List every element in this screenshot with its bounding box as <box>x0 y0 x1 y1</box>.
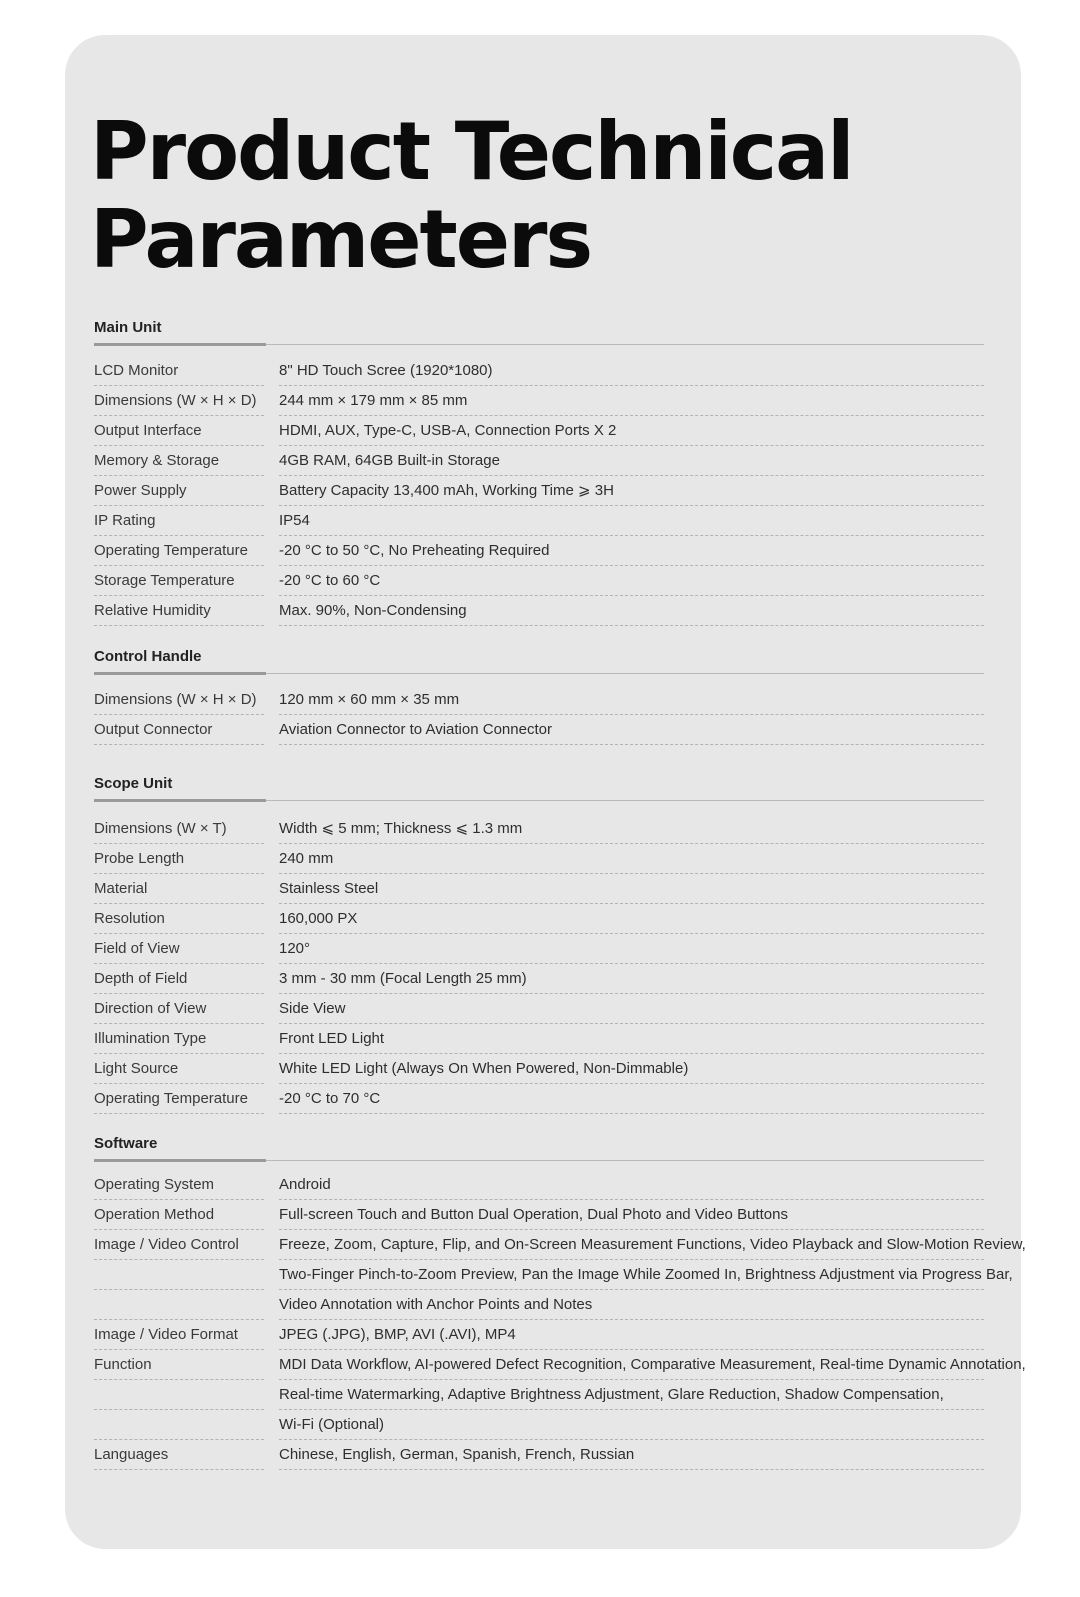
spec-label: Power Supply <box>94 476 264 506</box>
spec-label: Illumination Type <box>94 1024 264 1054</box>
spec-value: 240 mm <box>279 844 984 874</box>
spec-label <box>94 1380 264 1410</box>
spec-value: Real-time Watermarking, Adaptive Brightness Adjustment, Glare Reduction, Shadow Compensation, <box>279 1380 984 1410</box>
spec-list-control-handle <box>94 685 984 745</box>
spec-row <box>94 1200 984 1230</box>
spec-label: Field of View <box>94 934 264 964</box>
spec-row <box>94 446 984 476</box>
spec-row <box>94 596 984 626</box>
spec-row <box>94 1024 984 1054</box>
spec-row <box>94 874 984 904</box>
spec-list-main-unit <box>94 356 984 626</box>
spec-value: -20 °C to 70 °C <box>279 1084 984 1114</box>
section-header-software <box>94 1134 984 1161</box>
spec-value: 120° <box>279 934 984 964</box>
spec-label: Operating Temperature <box>94 1084 264 1114</box>
spec-label: Output Connector <box>94 715 264 745</box>
spec-value: Front LED Light <box>279 1024 984 1054</box>
spec-label: Dimensions (W × H × D) <box>94 386 264 416</box>
spec-value: Aviation Connector to Aviation Connector <box>279 715 984 745</box>
spec-label: Output Interface <box>94 416 264 446</box>
spec-row <box>94 416 984 446</box>
spec-row <box>94 386 984 416</box>
section-underline <box>94 672 266 675</box>
spec-label: Function <box>94 1350 264 1380</box>
spec-row <box>94 1290 984 1320</box>
spec-value: Width ⩽ 5 mm; Thickness ⩽ 1.3 mm <box>279 814 984 844</box>
section-header-control-handle <box>94 647 984 674</box>
title-line-1: Product Technical <box>90 105 853 198</box>
spec-label: Operating Temperature <box>94 536 264 566</box>
spec-row <box>94 904 984 934</box>
spec-value: IP54 <box>279 506 984 536</box>
spec-row <box>94 1230 1026 1260</box>
spec-label: Probe Length <box>94 844 264 874</box>
section-header-scope-unit <box>94 774 984 801</box>
spec-row <box>94 1260 1013 1290</box>
spec-row <box>94 715 984 745</box>
spec-value: Two-Finger Pinch-to-Zoom Preview, Pan the Image While Zoomed In, Brightness Adjustment via Progress Bar, <box>279 1260 984 1290</box>
spec-row <box>94 814 984 844</box>
section-title: Main Unit <box>94 319 162 336</box>
spec-label: LCD Monitor <box>94 356 264 386</box>
spec-label: Dimensions (W × H × D) <box>94 685 264 715</box>
spec-value: 244 mm × 179 mm × 85 mm <box>279 386 984 416</box>
spec-value: White LED Light (Always On When Powered, Non-Dimmable) <box>279 1054 984 1084</box>
spec-value: Battery Capacity 13,400 mAh, Working Time ⩾ 3H <box>279 476 984 506</box>
spec-label: Direction of View <box>94 994 264 1024</box>
spec-value: JPEG (.JPG), BMP, AVI (.AVI), MP4 <box>279 1320 984 1350</box>
section-title: Software <box>94 1135 158 1152</box>
spec-row <box>94 844 984 874</box>
section-title: Control Handle <box>94 648 202 665</box>
spec-row <box>94 934 984 964</box>
spec-label <box>94 1290 264 1320</box>
spec-row <box>94 1054 984 1084</box>
spec-label: Operation Method <box>94 1200 264 1230</box>
spec-value: Freeze, Zoom, Capture, Flip, and On-Screen Measurement Functions, Video Playback and Slow-Motion Review, <box>279 1230 984 1260</box>
spec-value: Side View <box>279 994 984 1024</box>
spec-list-software <box>94 1170 1026 1470</box>
spec-row <box>94 1170 984 1200</box>
spec-label: Light Source <box>94 1054 264 1084</box>
section-underline <box>94 1159 266 1162</box>
title-line-2: Parameters <box>90 193 592 286</box>
spec-row <box>94 964 984 994</box>
spec-row <box>94 1084 984 1114</box>
spec-value: -20 °C to 50 °C, No Preheating Required <box>279 536 984 566</box>
spec-value: Wi-Fi (Optional) <box>279 1410 984 1440</box>
spec-label: Image / Video Format <box>94 1320 264 1350</box>
section-title: Scope Unit <box>94 775 173 792</box>
spec-label: Storage Temperature <box>94 566 264 596</box>
spec-value: 8" HD Touch Scree (1920*1080) <box>279 356 984 386</box>
spec-row <box>94 1410 984 1440</box>
spec-value: 4GB RAM, 64GB Built-in Storage <box>279 446 984 476</box>
spec-value: 120 mm × 60 mm × 35 mm <box>279 685 984 715</box>
spec-value: 160,000 PX <box>279 904 984 934</box>
spec-value: Chinese, English, German, Spanish, French, Russian <box>279 1440 984 1470</box>
spec-row <box>94 1380 984 1410</box>
spec-label: Memory & Storage <box>94 446 264 476</box>
spec-value: 3 mm - 30 mm (Focal Length 25 mm) <box>279 964 984 994</box>
spec-label: Resolution <box>94 904 264 934</box>
spec-label: IP Rating <box>94 506 264 536</box>
spec-label <box>94 1260 264 1290</box>
spec-value: Video Annotation with Anchor Points and Notes <box>279 1290 984 1320</box>
spec-label: Relative Humidity <box>94 596 264 626</box>
spec-label <box>94 1410 264 1440</box>
spec-value: HDMI, AUX, Type-C, USB-A, Connection Ports X 2 <box>279 416 984 446</box>
spec-label: Material <box>94 874 264 904</box>
spec-value: Android <box>279 1170 984 1200</box>
spec-value: MDI Data Workflow, AI-powered Defect Recognition, Comparative Measurement, Real-time Dynamic Annotation, <box>279 1350 984 1380</box>
spec-row <box>94 506 984 536</box>
spec-label: Operating System <box>94 1170 264 1200</box>
spec-label: Image / Video Control <box>94 1230 264 1260</box>
spec-value: Max. 90%, Non-Condensing <box>279 596 984 626</box>
spec-row <box>94 356 984 386</box>
spec-label: Depth of Field <box>94 964 264 994</box>
spec-value: Stainless Steel <box>279 874 984 904</box>
section-underline <box>94 343 266 346</box>
page-title <box>90 105 853 286</box>
spec-row <box>94 685 984 715</box>
spec-value: Full-screen Touch and Button Dual Operation, Dual Photo and Video Buttons <box>279 1200 984 1230</box>
spec-label: Dimensions (W × T) <box>94 814 264 844</box>
spec-row <box>94 1350 1026 1380</box>
section-underline <box>94 799 266 802</box>
spec-row <box>94 994 984 1024</box>
spec-list-scope-unit <box>94 814 984 1114</box>
spec-row <box>94 1320 984 1350</box>
spec-row <box>94 536 984 566</box>
spec-row <box>94 476 984 506</box>
spec-row <box>94 1440 984 1470</box>
spec-value: -20 °C to 60 °C <box>279 566 984 596</box>
section-header-main-unit <box>94 318 984 345</box>
spec-label: Languages <box>94 1440 264 1470</box>
spec-row <box>94 566 984 596</box>
